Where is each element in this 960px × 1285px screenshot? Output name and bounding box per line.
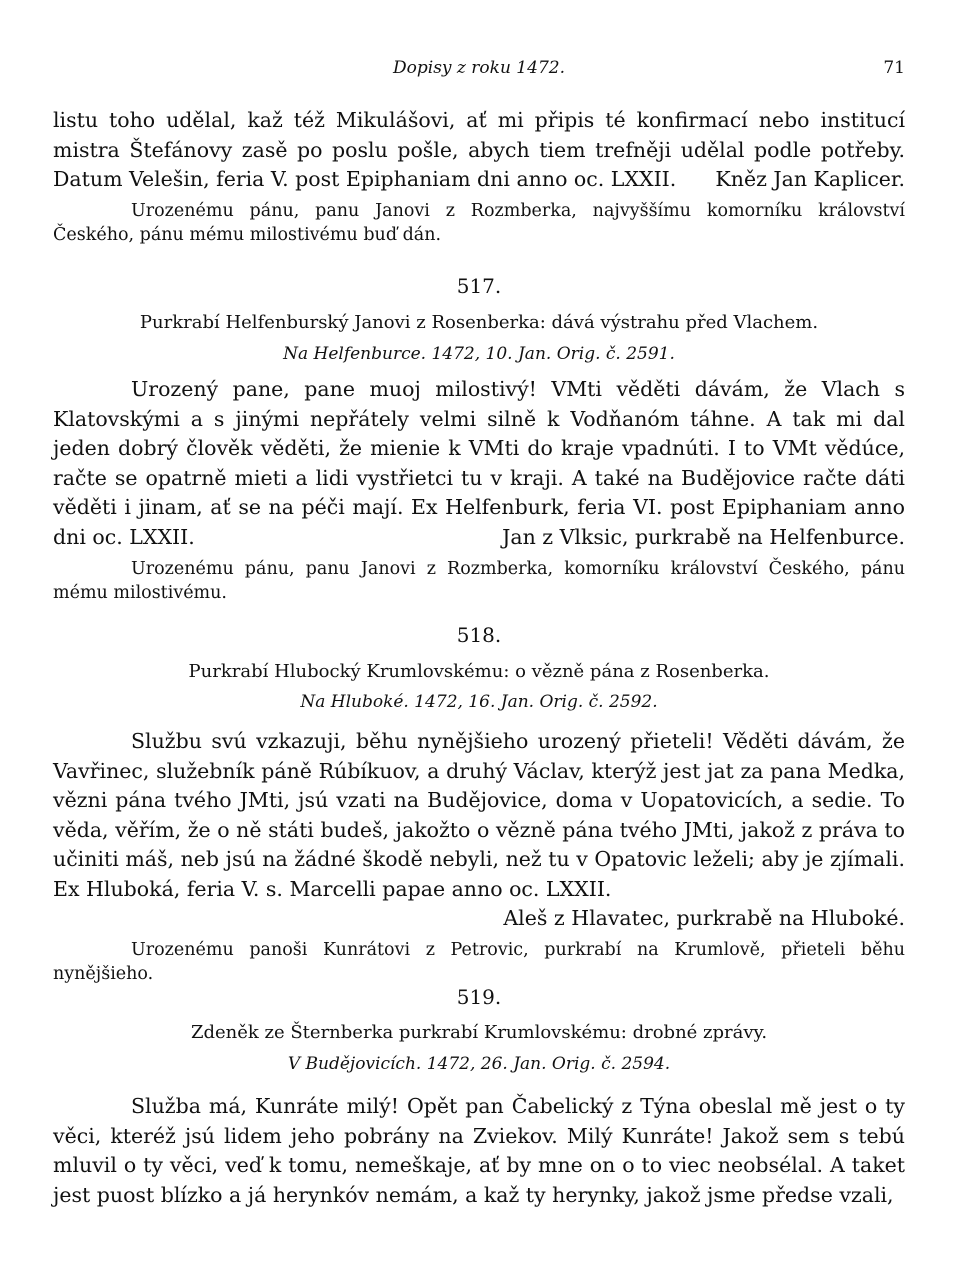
- letter-summary: Purkrabí Helfenburský Janovi z Rosenberka: dává výstrahu před Vlachem.: [139, 312, 819, 333]
- letter-place-date: Na Hluboké. 1472, 16. Jan. Orig. č. 2592.: [300, 692, 658, 712]
- letter-number: 517.: [456, 274, 502, 298]
- letter-text: Službu svú vzkazuji, běhu nynějšieho urozený přieteli! Věděti dávám, že Vavřinec, služebník páně Rúbíkuov, a druhý Václav, kterýž jest jat za pana Medka, vězni pána tvého JMti, jsú vzati na Budějovice, doma v Uopatovicích, a sedie. To věda, věřím, že o ně státi budeš, jakožto o vězně pána tvého JMti, jakož z práva to učiniti máš, neb jsú na žádné škodě nebyli, než tu v Opatovic leželi; aby je zjímali. Ex Hluboká, feria V. s. Marcelli papae anno oc. LXXII.: [53, 729, 905, 901]
- letter-signature: Jan z Vlksic, purkrabě na Helfenburce.: [502, 525, 905, 549]
- letter-address: Urozenému panoši Kunrátovi z Petrovic, purkrabí na Krumlově, přieteli běhu nynějšieho.: [53, 940, 905, 984]
- letter-number: 518.: [456, 623, 502, 647]
- letter-address: Urozenému pánu, panu Janovi z Rozmberka, komorníku království Českého, pánu mému milostivému.: [53, 559, 905, 603]
- letter-signature: Aleš z Hlavatec, purkrabě na Hluboké.: [503, 906, 905, 930]
- continuation-text: listu toho udělal, kaž též Mikulášovi, ať mi připis té konfirmací nebo institucí mistra Štefánovy zasě po poslu pošle, abych tiem trefněji udělal podle potřeby. Datum Velešin, feria V. post Epiphaniam dni anno oc. LXXII.: [53, 108, 905, 192]
- letter-text: Urozený pane, pane muoj milostivý! VMti věděti dávám, že Vlach s Klatovskými a s jinými nepřátely velmi silně k Vodňanóm táhne. A tak mi dal jeden dobrý člověk věděti, že mienie k VMti do kraje vpadnúti. I to VMt vědúce, račte se opatrně mieti a lidi vystřietci tu v kraji. A také na Budějovice račte dáti věděti i jinam, ať se na péči mají. Ex Helfenburk, feria VI. post Epiphaniam anno dni oc. LXXII.: [53, 377, 905, 549]
- page-header: [53, 58, 905, 82]
- letter-place-date: V Budějovicích. 1472, 26. Jan. Orig. č. 2594.: [287, 1054, 671, 1074]
- letter-text: Služba má, Kunráte milý! Opět pan Čabelický z Týna obeslal mě jest o ty věci, kteréž jsú lidem jeho pobrány na Zviekov. Milý Kunráte! Jakož sem s tebú mluvil o ty věci, veď k tomu, nemeškaje, ať by mne on o to viec neobsélal. A taket jest puost blízko a já herynkóv nemám, a kaž ty herynky, jakož jsme předse vzali,: [53, 1094, 905, 1207]
- letter-summary: Purkrabí Hlubocký Krumlovskému: o vězně pána z Rosenberka.: [188, 661, 770, 682]
- letter-number: 519.: [456, 985, 502, 1009]
- letter-place-date: Na Helfenburce. 1472, 10. Jan. Orig. č. 2591.: [283, 344, 675, 364]
- letter-summary: Zdeněk ze Šternberka purkrabí Krumlovskému: drobné zprávy.: [190, 1022, 768, 1043]
- running-title: Dopisy z roku 1472.: [393, 58, 565, 78]
- continuation-signature: Kněz Jan Kaplicer.: [715, 167, 905, 191]
- page-number: 71: [883, 58, 905, 78]
- continuation-address: Urozenému pánu, panu Janovi z Rozmberka, najvyššímu komorníku království Českého, pánu mému milostivému buď dán.: [53, 201, 905, 245]
